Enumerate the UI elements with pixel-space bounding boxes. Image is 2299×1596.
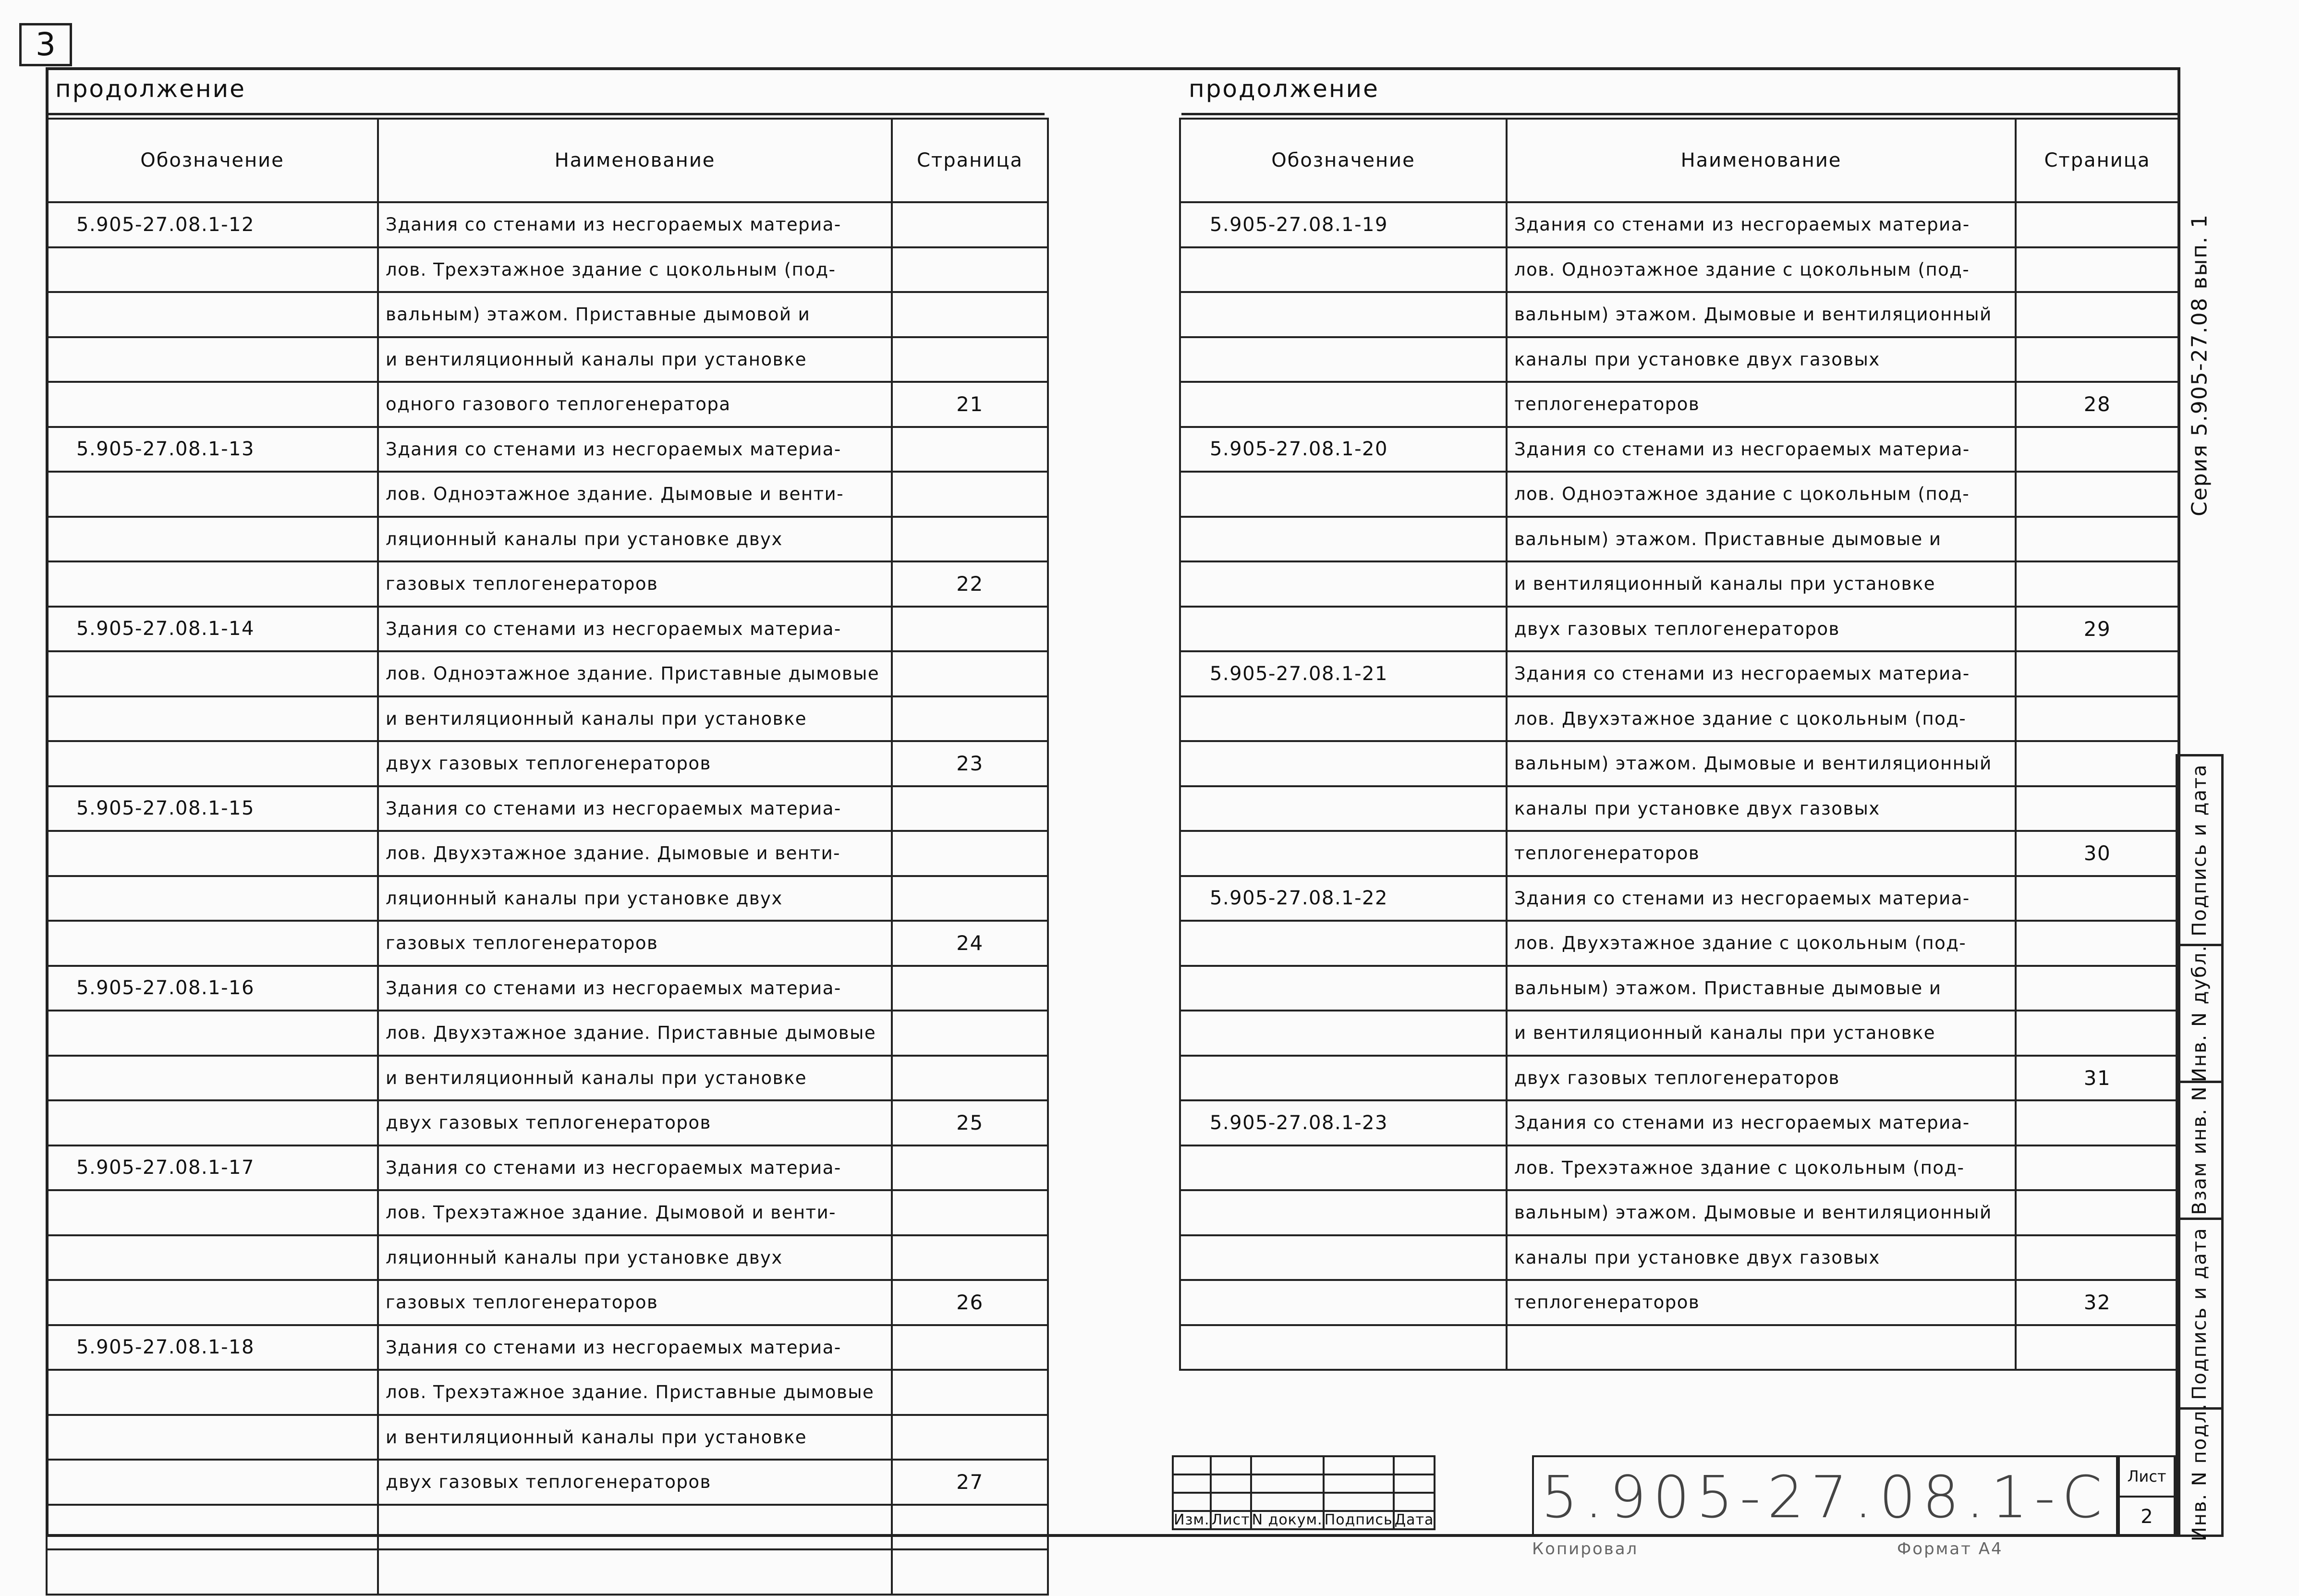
table-row	[47, 427, 1048, 472]
name-cell: вальным) этажом. Приставные дымовые и	[1507, 517, 2016, 562]
page-cell	[2016, 1325, 2179, 1370]
page-cell	[2016, 472, 2179, 517]
name-cell: и вентиляционный каналы при установке	[1507, 561, 2016, 607]
side-stamp-signature-date-2: Подпись и дата	[2176, 1218, 2224, 1410]
page-cell: 27	[892, 1460, 1048, 1505]
page-cell: 25	[892, 1100, 1048, 1145]
page-cell	[892, 876, 1048, 921]
designation-cell	[47, 292, 378, 337]
designation-cell	[47, 382, 378, 427]
designation-cell	[1180, 561, 1507, 607]
designation-cell: 5.905-27.08.1-22	[1180, 876, 1507, 921]
name-cell: Здания со стенами из несгораемых материа-	[1507, 427, 2016, 472]
header-name: Наименование	[378, 119, 892, 202]
name-cell: лов. Двухэтажное здание. Приставные дымовые	[378, 1011, 892, 1056]
name-cell: лов. Двухэтажное здание. Дымовые и венти-	[378, 831, 892, 876]
name-cell: двух газовых теплогенераторов	[378, 1460, 892, 1505]
name-cell: и вентиляционный каналы при установке	[378, 337, 892, 382]
page-cell	[892, 607, 1048, 652]
page-cell: 24	[892, 921, 1048, 966]
designation-cell: 5.905-27.08.1-23	[1180, 1100, 1507, 1145]
page-cell	[2016, 1145, 2179, 1191]
designation-cell	[1180, 966, 1507, 1011]
name-cell: газовых теплогенераторов	[378, 1280, 892, 1325]
table-row	[47, 1100, 1048, 1145]
designation-cell	[47, 741, 378, 786]
title-block-label-document: N докум.	[1252, 1511, 1323, 1528]
page-cell: 32	[2016, 1280, 2179, 1325]
table-row	[1180, 517, 2179, 562]
name-cell: газовых теплогенераторов	[378, 921, 892, 966]
table-row	[1180, 1056, 2179, 1101]
designation-cell: 5.905-27.08.1-21	[1180, 651, 1507, 696]
page-cell	[892, 472, 1048, 517]
left-table-body	[47, 202, 1048, 1595]
designation-cell	[1180, 517, 1507, 562]
title-block-label-date: Дата	[1394, 1511, 1434, 1528]
name-cell: лов. Двухэтажное здание с цокольным (под-	[1507, 921, 2016, 966]
page-cell	[2016, 247, 2179, 292]
page-cell	[2016, 1011, 2179, 1056]
page-cell	[892, 1145, 1048, 1191]
table-row	[1180, 966, 2179, 1011]
name-cell: лов. Трехэтажное здание. Дымовой и венти-	[378, 1190, 892, 1235]
table-row	[1180, 831, 2179, 876]
side-stamp-signature-date-1: Подпись и дата	[2176, 754, 2224, 946]
name-cell: и вентиляционный каналы при установке	[378, 1056, 892, 1101]
designation-cell	[1180, 1235, 1507, 1280]
name-cell: двух газовых теплогенераторов	[378, 741, 892, 786]
right-index-table	[1179, 118, 2180, 1371]
name-cell: Здания со стенами из несгораемых материа-	[1507, 651, 2016, 696]
name-cell: лов. Одноэтажное здание. Приставные дымовые	[378, 651, 892, 696]
designation-cell	[47, 1056, 378, 1101]
page-cell: 22	[892, 561, 1048, 607]
name-cell: лов. Трехэтажное здание с цокольным (под-	[1507, 1145, 2016, 1191]
page-cell: 29	[2016, 607, 2179, 652]
name-cell: вальным) этажом. Дымовые и вентиляционный	[1507, 292, 2016, 337]
designation-cell	[47, 337, 378, 382]
name-cell: лов. Трехэтажное здание. Приставные дымовые	[378, 1370, 892, 1415]
title-block-label-change: Изм.	[1174, 1511, 1210, 1528]
page-cell: 28	[2016, 382, 2179, 427]
table-row	[47, 561, 1048, 607]
page-cell	[2016, 741, 2179, 786]
page-cell: 30	[2016, 831, 2179, 876]
sheet-label: Лист	[2120, 1457, 2174, 1498]
name-cell: и вентиляционный каналы при установке	[1507, 1011, 2016, 1056]
table-row	[47, 202, 1048, 247]
name-cell: лов. Двухэтажное здание с цокольным (под-	[1507, 696, 2016, 742]
designation-cell	[47, 1549, 378, 1595]
designation-cell	[1180, 1011, 1507, 1056]
designation-cell	[47, 1370, 378, 1415]
table-row	[47, 247, 1048, 292]
page-cell	[892, 1056, 1048, 1101]
page-cell	[892, 1190, 1048, 1235]
designation-cell	[1180, 337, 1507, 382]
name-cell: двух газовых теплогенераторов	[378, 1100, 892, 1145]
table-row	[1180, 1325, 2179, 1370]
right-table-body	[1180, 202, 2179, 1370]
page-cell	[2016, 517, 2179, 562]
designation-cell	[1180, 292, 1507, 337]
title-block-label-signature: Подпись	[1324, 1511, 1393, 1528]
table-row	[1180, 337, 2179, 382]
table-row	[1180, 247, 2179, 292]
designation-cell: 5.905-27.08.1-16	[47, 966, 378, 1011]
table-row	[1180, 921, 2179, 966]
name-cell: Здания со стенами из несгораемых материа-	[378, 966, 892, 1011]
designation-cell	[47, 561, 378, 607]
designation-cell	[47, 1190, 378, 1235]
table-row	[47, 1145, 1048, 1191]
table-row	[47, 1415, 1048, 1460]
table-row	[1180, 1011, 2179, 1056]
page-cell: 21	[892, 382, 1048, 427]
table-row	[1180, 651, 2179, 696]
table-row	[47, 1280, 1048, 1325]
page-cell: 31	[2016, 1056, 2179, 1101]
side-stamp-replacement-inventory: Взам инв. N	[2176, 1081, 2224, 1220]
page-cell	[2016, 966, 2179, 1011]
table-row	[47, 472, 1048, 517]
footer-format: Формат А4	[1897, 1539, 2003, 1559]
page-cell	[2016, 696, 2179, 742]
designation-cell: 5.905-27.08.1-12	[47, 202, 378, 247]
table-row	[47, 1011, 1048, 1056]
header-designation: Обозначение	[1180, 119, 1507, 202]
page-cell	[892, 292, 1048, 337]
name-cell: вальным) этажом. Дымовые и вентиляционный	[1507, 741, 2016, 786]
page-cell	[892, 427, 1048, 472]
page-cell	[892, 1370, 1048, 1415]
designation-cell	[1180, 1056, 1507, 1101]
designation-cell	[47, 1235, 378, 1280]
name-cell: и вентиляционный каналы при установке	[378, 696, 892, 742]
page-cell	[892, 247, 1048, 292]
designation-cell	[47, 1011, 378, 1056]
table-row	[1180, 472, 2179, 517]
right-continuation-rule	[1181, 113, 2180, 115]
designation-cell	[1180, 472, 1507, 517]
page-cell	[892, 1505, 1048, 1550]
designation-cell	[47, 247, 378, 292]
designation-cell: 5.905-27.08.1-15	[47, 786, 378, 831]
name-cell: ляционный каналы при установке двух	[378, 517, 892, 562]
designation-cell	[1180, 1145, 1507, 1191]
table-row	[47, 786, 1048, 831]
designation-cell	[47, 1505, 378, 1550]
page-cell	[892, 1549, 1048, 1595]
name-cell: теплогенераторов	[1507, 831, 2016, 876]
table-row	[47, 1235, 1048, 1280]
side-stamp-original-inventory: Инв. N подл.	[2176, 1407, 2224, 1537]
designation-cell	[47, 921, 378, 966]
page-cell	[892, 651, 1048, 696]
page-cell	[892, 1235, 1048, 1280]
name-cell: газовых теплогенераторов	[378, 561, 892, 607]
page-cell	[2016, 427, 2179, 472]
table-row	[1180, 202, 2179, 247]
page-cell	[2016, 1235, 2179, 1280]
name-cell: двух газовых теплогенераторов	[1507, 607, 2016, 652]
page-cell	[892, 831, 1048, 876]
designation-cell	[47, 696, 378, 742]
header-page: Страница	[892, 119, 1048, 202]
document-code: 5.905-27.08.1-С	[1532, 1455, 2118, 1537]
page-cell	[2016, 202, 2179, 247]
table-row	[1180, 382, 2179, 427]
page-cell	[892, 696, 1048, 742]
table-row	[47, 1056, 1048, 1101]
table-row	[47, 517, 1048, 562]
table-row	[1180, 1145, 2179, 1191]
name-cell: ляционный каналы при установке двух	[378, 1235, 892, 1280]
table-row	[1180, 786, 2179, 831]
page-cell	[2016, 561, 2179, 607]
name-cell: Здания со стенами из несгораемых материа-	[1507, 876, 2016, 921]
right-continuation-label: продолжение	[1189, 75, 1379, 103]
designation-cell: 5.905-27.08.1-17	[47, 1145, 378, 1191]
table-row	[47, 1460, 1048, 1505]
page-cell	[892, 337, 1048, 382]
designation-cell: 5.905-27.08.1-20	[1180, 427, 1507, 472]
left-continuation-label: продолжение	[55, 75, 246, 103]
designation-cell	[47, 1415, 378, 1460]
designation-cell	[47, 831, 378, 876]
page-cell	[2016, 786, 2179, 831]
designation-cell	[47, 651, 378, 696]
name-cell: Здания со стенами из несгораемых материа-	[378, 427, 892, 472]
table-row	[47, 651, 1048, 696]
designation-cell	[1180, 786, 1507, 831]
table-row	[47, 292, 1048, 337]
table-row	[47, 831, 1048, 876]
page-cell	[892, 1415, 1048, 1460]
name-cell: Здания со стенами из несгораемых материа-	[378, 1145, 892, 1191]
page-cell	[892, 202, 1048, 247]
page-cell	[892, 1325, 1048, 1370]
designation-cell: 5.905-27.08.1-19	[1180, 202, 1507, 247]
name-cell	[378, 1549, 892, 1595]
name-cell: Здания со стенами из несгораемых материа-	[378, 607, 892, 652]
footer-copied: Копировал	[1532, 1539, 1639, 1559]
designation-cell	[1180, 831, 1507, 876]
sheet-value: 2	[2141, 1506, 2153, 1528]
table-row	[1180, 1235, 2179, 1280]
name-cell: каналы при установке двух газовых	[1507, 1235, 2016, 1280]
name-cell: и вентиляционный каналы при установке	[378, 1415, 892, 1460]
page-cell	[2016, 651, 2179, 696]
header-designation: Обозначение	[47, 119, 378, 202]
table-row	[47, 1190, 1048, 1235]
left-index-table	[46, 118, 1049, 1596]
series-label: Серия 5.905-27.08 вып. 1	[2187, 214, 2212, 516]
table-row	[47, 1325, 1048, 1370]
page-cell	[892, 517, 1048, 562]
left-continuation-rule	[46, 113, 1045, 115]
table-row	[1180, 1280, 2179, 1325]
table-row	[1180, 1100, 2179, 1145]
name-cell	[1507, 1325, 2016, 1370]
name-cell: теплогенераторов	[1507, 382, 2016, 427]
page-cell: 23	[892, 741, 1048, 786]
name-cell: каналы при установке двух газовых	[1507, 337, 2016, 382]
designation-cell	[1180, 741, 1507, 786]
name-cell: каналы при установке двух газовых	[1507, 786, 2016, 831]
table-row	[1180, 292, 2179, 337]
header-name: Наименование	[1507, 119, 2016, 202]
table-row	[1180, 427, 2179, 472]
designation-cell: 5.905-27.08.1-13	[47, 427, 378, 472]
side-stamp-duplicate-inventory: Инв. N дубл.	[2176, 944, 2224, 1083]
designation-cell: 5.905-27.08.1-14	[47, 607, 378, 652]
title-block-label-sheet: Лист	[1211, 1511, 1250, 1528]
page-cell	[2016, 1190, 2179, 1235]
name-cell	[378, 1505, 892, 1550]
name-cell: Здания со стенами из несгораемых материа-	[378, 202, 892, 247]
page-cell	[892, 966, 1048, 1011]
table-row	[1180, 696, 2179, 742]
page-cell	[2016, 876, 2179, 921]
name-cell: лов. Одноэтажное здание с цокольным (под-	[1507, 472, 2016, 517]
name-cell: лов. Одноэтажное здание с цокольным (под-	[1507, 247, 2016, 292]
name-cell: одного газового теплогенератора	[378, 382, 892, 427]
designation-cell	[1180, 247, 1507, 292]
name-cell: вальным) этажом. Приставные дымовые и	[1507, 966, 2016, 1011]
page-cell	[2016, 1100, 2179, 1145]
designation-cell	[47, 1280, 378, 1325]
table-row	[47, 607, 1048, 652]
table-row	[1180, 607, 2179, 652]
designation-cell	[1180, 382, 1507, 427]
name-cell: лов. Трехэтажное здание с цокольным (под-	[378, 247, 892, 292]
sheet-cell	[2118, 1455, 2176, 1537]
page-cell	[2016, 337, 2179, 382]
table-row	[47, 921, 1048, 966]
designation-cell	[47, 517, 378, 562]
page-cell	[2016, 921, 2179, 966]
designation-cell	[1180, 1190, 1507, 1235]
designation-cell	[1180, 696, 1507, 742]
designation-cell	[47, 1100, 378, 1145]
designation-cell	[47, 472, 378, 517]
table-row	[47, 1549, 1048, 1595]
table-row	[1180, 741, 2179, 786]
designation-cell	[1180, 921, 1507, 966]
table-row	[47, 382, 1048, 427]
name-cell: Здания со стенами из несгораемых материа-	[1507, 202, 2016, 247]
page-cell: 26	[892, 1280, 1048, 1325]
designation-cell	[1180, 1325, 1507, 1370]
table-row	[47, 876, 1048, 921]
header-page: Страница	[2016, 119, 2179, 202]
name-cell: Здания со стенами из несгораемых материа-	[1507, 1100, 2016, 1145]
table-row	[47, 1505, 1048, 1550]
table-row	[47, 741, 1048, 786]
table-row	[1180, 876, 2179, 921]
page-cell	[2016, 292, 2179, 337]
designation-cell	[47, 876, 378, 921]
table-row	[47, 337, 1048, 382]
table-row	[47, 696, 1048, 742]
designation-cell	[1180, 1280, 1507, 1325]
name-cell: двух газовых теплогенераторов	[1507, 1056, 2016, 1101]
designation-cell	[1180, 607, 1507, 652]
name-cell: теплогенераторов	[1507, 1280, 2016, 1325]
sheet-number: 3	[19, 23, 72, 66]
designation-cell: 5.905-27.08.1-18	[47, 1325, 378, 1370]
table-row	[1180, 561, 2179, 607]
table-row	[47, 1370, 1048, 1415]
name-cell: вальным) этажом. Дымовые и вентиляционный	[1507, 1190, 2016, 1235]
name-cell: ляционный каналы при установке двух	[378, 876, 892, 921]
table-row	[1180, 1190, 2179, 1235]
name-cell: Здания со стенами из несгораемых материа-	[378, 1325, 892, 1370]
name-cell: Здания со стенами из несгораемых материа-	[378, 786, 892, 831]
page-cell	[892, 1011, 1048, 1056]
page-cell	[892, 786, 1048, 831]
designation-cell	[47, 1460, 378, 1505]
table-row	[47, 966, 1048, 1011]
name-cell: лов. Одноэтажное здание. Дымовые и венти-	[378, 472, 892, 517]
name-cell: вальным) этажом. Приставные дымовой и	[378, 292, 892, 337]
